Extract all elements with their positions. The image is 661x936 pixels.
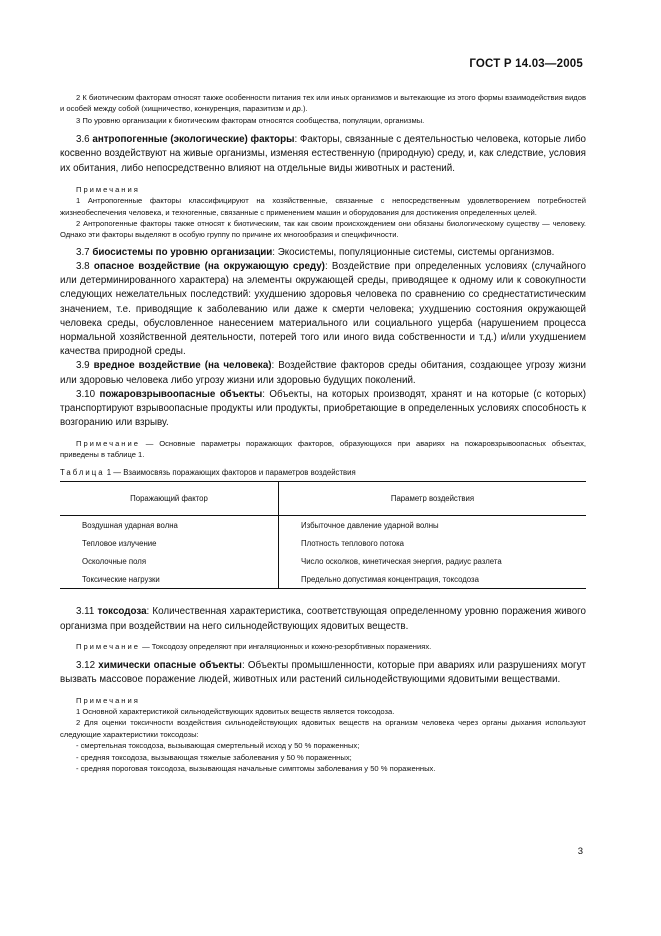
note-item: - смертельная токсодоза, вызывающая смертельный исход у 50 % пораженных; xyxy=(76,741,360,751)
section-number: 3.7 xyxy=(76,246,90,258)
table-row xyxy=(60,516,586,535)
note-3-10 xyxy=(60,438,586,461)
section-text: : Экосистемы, популяционные системы, системы организмов. xyxy=(272,246,555,258)
section-number: 3.9 xyxy=(76,360,90,372)
section-number: 3.8 xyxy=(76,261,90,273)
table-cell: Воздушная ударная волна xyxy=(82,520,178,530)
section-3-8 xyxy=(60,260,586,359)
table-cell: Число осколков, кинетическая энергия, радиус разлета xyxy=(279,552,587,570)
notes-top xyxy=(60,92,586,126)
note-text: — Основные параметры поражающих факторов, образующихся при авариях на пожаровзрывоопасных объектах, приведены в таблице 1. xyxy=(60,438,586,459)
table-cell: Осколочные поля xyxy=(82,556,147,566)
section-3-10 xyxy=(60,388,586,431)
note-item: 1 Антропогенные факторы классифицируют на хозяйственные, связанные с непосредственным удовлетворением потребностей жизнеобеспечения человека, и техногенные, связанные с применением машин и оборудования для достижения определенных целей. xyxy=(60,196,586,217)
section-number: 3.10 xyxy=(76,388,96,400)
page-number: 3 xyxy=(577,846,583,857)
note-item: 3 По уровню организации к биотическим факторам относятся сообщества, популяции, организмы. xyxy=(76,115,425,125)
table-caption xyxy=(60,468,586,477)
section-number: 3.6 xyxy=(76,134,90,146)
notes-3-12 xyxy=(60,695,586,775)
table-factors xyxy=(60,481,586,589)
table-cell: Тепловое излучение xyxy=(82,538,157,548)
section-term: антропогенные (экологические) факторы xyxy=(92,134,295,146)
note-label: Примечание xyxy=(76,641,140,651)
section-number: 3.12 xyxy=(76,660,96,672)
table-cell: Плотность теплового потока xyxy=(279,534,587,552)
section-3-9 xyxy=(60,359,586,387)
table-header: Поражающий фактор xyxy=(60,482,279,516)
notes-heading: Примечания xyxy=(76,184,140,194)
note-item: - средняя пороговая токсодоза, вызывающая начальные симптомы заболевания у 50 % пораженных. xyxy=(76,763,436,773)
note-label: Примечание xyxy=(76,438,140,448)
section-text: : Факторы, связанные с деятельностью человека, которые либо косвенно воздействуют на живые организмы, изменяя естественную (природную) среду, и, как следствие, условия их обитания, либо непосредственно влияют на отдельные виды животных и растений. xyxy=(60,134,586,174)
standard-header: ГОСТ Р 14.03—2005 xyxy=(469,58,583,70)
section-text: : Воздействие при определенных условиях (случайного или детерминированного характера) на элементы окружающей среды, приводящее к одному или к совокупности следующих нежелательных последствий: ухудшению здоровья человека по сравнению со среднестатистическим значением, т.е. приводящие к заболеванию или даже к смерти человека; ухудшению состояния окружающей человека среды, обусловленное нанесением материального или социального ущерба (нарушением процесса нормальной хозяйственной деятельности, потерей того или иного вида собственности и т.д.) и/или ухудшением качества природной среды. xyxy=(60,261,586,358)
table-cell: Предельно допустимая концентрация, токсодоза xyxy=(279,570,587,589)
section-3-7 xyxy=(60,246,586,260)
section-3-6 xyxy=(60,133,586,176)
note-text: — Токсодозу определяют при ингаляционных и кожно-резорбтивных поражениях. xyxy=(139,641,432,651)
table-header-row xyxy=(60,482,586,516)
section-term: химически опасные объекты xyxy=(98,660,242,672)
table-row xyxy=(60,534,586,552)
section-3-11 xyxy=(60,605,586,633)
note-item: 2 К биотическим факторам относят также особенности питания тех или иных организмов и вытекающие из этого формы взаимодействия видов и особей между собой (хищничество, конкуренция, паразитизм и др.). xyxy=(60,93,586,114)
note-3-11 xyxy=(60,641,586,652)
section-term: вредное воздействие (на человека) xyxy=(93,360,272,372)
note-item: 2 Для оценки токсичности воздействия сильнодействующих ядовитых веществ на организм человека через органы дыхания используют следующие характеристики токсодозы: xyxy=(60,718,586,739)
section-term: биосистемы по уровню организации xyxy=(92,246,273,258)
note-item: 2 Антропогенные факторы также относят к биотическим, так как своим происхождением они обязаны биологическому существу — человеку. Однако эти факторы выделяют в особую группу по причине их многообразия и специфичности. xyxy=(60,219,586,240)
section-term: токсодоза xyxy=(97,606,147,618)
section-text: : Количественная характеристика, соответствующая определенному уровню поражения живого организма при воздействии на него сильнодействующих ядовитых веществ. xyxy=(60,606,586,632)
table-cell: Токсические нагрузки xyxy=(60,570,279,589)
section-term: опасное воздействие (на окружающую среду) xyxy=(93,261,325,273)
section-number: 3.11 xyxy=(76,606,95,618)
table-row xyxy=(60,570,586,589)
note-item: - средняя токсодоза, вызывающая тяжелые заболевания у 50 % пораженных; xyxy=(76,752,352,762)
table-caption-text: 1 — Взаимосвязь поражающих факторов и параметров воздействия xyxy=(104,468,356,478)
document-body xyxy=(60,92,586,774)
notes-heading: Примечания xyxy=(76,695,140,705)
table-label: Таблица xyxy=(60,468,105,478)
section-text: : Объекты промышленности, которые при авариях или разрушениях могут вызвать массовое поражение людей, животных или растений сильнодействующими ядовитыми веществами. xyxy=(60,660,587,686)
section-3-12 xyxy=(60,659,586,687)
table-cell: Избыточное давление ударной волны xyxy=(279,516,587,535)
section-term: пожаровзрывоопасные объекты xyxy=(99,388,263,400)
section-text: : Воздействие факторов среды обитания, создающее угрозу жизни или здоровью человека либо угрозу жизни или здоровью будущих поколений. xyxy=(60,360,586,386)
note-item: 1 Основной характеристикой сильнодействующих ядовитых веществ является токсодоза. xyxy=(76,706,395,716)
section-text: : Объекты, на которых производят, хранят и на которые (с которых) транспортируют взрывоопасные продукты или продукты, приобретающие в определенных условиях способность к возгоранию или взрыву. xyxy=(60,388,586,429)
table-row xyxy=(60,552,586,570)
notes-3-6 xyxy=(60,184,586,241)
table-header: Параметр воздействия xyxy=(279,482,587,516)
